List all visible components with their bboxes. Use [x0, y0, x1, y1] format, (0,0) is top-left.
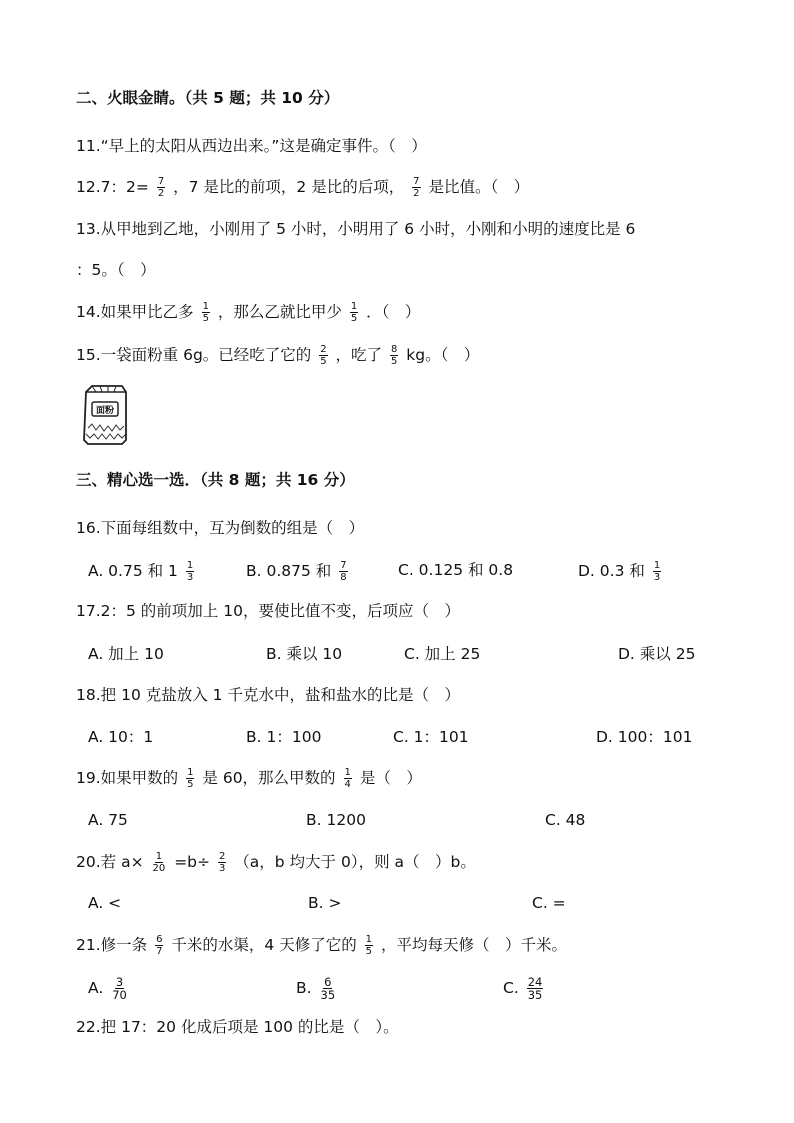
q15-frac1-den: 5: [320, 356, 327, 367]
q14-frac1-num: 1: [202, 301, 209, 312]
q12-suffix: 是比值。（ ）: [428, 178, 530, 196]
q14-fraction-1: [202, 301, 210, 324]
q16-option-d-fraction: [653, 560, 661, 583]
q21-c-den: 35: [527, 988, 543, 1002]
q14-suffix: ．（ ）: [366, 303, 421, 321]
q16-a-den: 3: [186, 572, 194, 583]
q17-option-d[interactable]: D. 乘以 25: [618, 645, 696, 663]
q21-option-c-label: C.: [503, 979, 519, 997]
question-13-line-1: 13.从甲地到乙地，小刚用了 5 小时，小明用了 6 小时，小刚和小明的速度比是 6: [76, 220, 636, 238]
q12-frac1-num: 7: [157, 176, 165, 187]
q12-frac1-den: 2: [157, 188, 165, 199]
q21-option-b[interactable]: [296, 976, 339, 1001]
q20-frac2-num: 2: [218, 851, 226, 862]
q19-frac1-num: 1: [187, 767, 194, 778]
q17-option-a[interactable]: A. 加上 10: [88, 645, 164, 663]
q19-prefix: 19.如果甲数的: [76, 769, 179, 787]
section-3-heading: 三、精心选一选．（共 8 题；共 16 分）: [76, 471, 355, 489]
question-21-stem: [76, 934, 567, 957]
q16-option-a[interactable]: [88, 560, 197, 583]
q14-mid: ，那么乙就比甲少: [217, 303, 342, 321]
q20-frac2-den: 3: [218, 863, 226, 874]
q21-frac2-den: 5: [365, 946, 373, 957]
q16-b-den: 8: [340, 572, 347, 583]
q19-suffix: 是（ ）: [359, 769, 422, 787]
q21-suffix: ，平均每天修（ ）千米。: [380, 936, 567, 954]
q18-option-c[interactable]: C. 1：101: [393, 728, 469, 746]
question-17-stem: 17.2：5 的前项加上 10，要使比值不变，后项应（ ）: [76, 602, 460, 620]
q12-frac2-den: 2: [413, 188, 420, 199]
q21-mid: 千米的水渠，4 天修了它的: [171, 936, 357, 954]
q15-frac1-num: 2: [320, 344, 327, 355]
question-19-stem: [76, 767, 422, 790]
q20-fraction-2: [218, 851, 226, 874]
q12-frac2-num: 7: [413, 176, 420, 187]
q17-option-c[interactable]: C. 加上 25: [404, 645, 481, 663]
q20-suffix: （a，b 均大于 0），则 a（ ）b。: [234, 853, 476, 871]
question-20-stem: [76, 851, 476, 874]
q15-prefix: 15.一袋面粉重 6g。已经吃了它的: [76, 346, 312, 364]
q16-option-d[interactable]: [578, 560, 664, 583]
q12-fraction-2: [412, 176, 420, 199]
q16-a-num: 1: [186, 560, 194, 571]
q16-d-num: 1: [653, 560, 661, 571]
q16-option-b-fraction: [339, 560, 347, 583]
q15-fraction-2: [390, 344, 398, 367]
q17-option-b[interactable]: B. 乘以 10: [266, 645, 343, 663]
q15-frac2-num: 8: [390, 344, 398, 355]
question-18-stem: 18.把 10 克盐放入 1 千克水中，盐和盐水的比是（ ）: [76, 686, 460, 704]
q20-frac1-num: 1: [155, 851, 163, 862]
q20-mid: =b÷: [174, 853, 211, 871]
q21-prefix: 21.修一条: [76, 936, 148, 954]
q21-option-b-label: B.: [296, 979, 312, 997]
q21-frac1-den: 7: [156, 946, 163, 957]
q21-option-a-label: A.: [88, 979, 104, 997]
q21-fraction-2: [365, 934, 373, 957]
q21-option-b-fraction: [320, 976, 337, 1001]
q15-frac2-den: 5: [390, 356, 398, 367]
q18-option-a[interactable]: A. 10：1: [88, 728, 154, 746]
flour-bag-icon: [78, 384, 130, 446]
q16-option-d-text: D. 0.3 和: [578, 562, 645, 580]
q20-frac1-den: 20: [152, 863, 166, 874]
question-13-line-2: ：5。（ ）: [76, 261, 156, 279]
q21-a-den: 70: [112, 988, 127, 1002]
q14-frac2-den: 5: [350, 313, 358, 324]
q21-b-num: 6: [324, 975, 332, 989]
q20-fraction-1: [152, 851, 167, 874]
q14-frac1-den: 5: [202, 313, 209, 324]
q15-suffix: kg。（ ）: [406, 346, 480, 364]
q18-option-d[interactable]: D. 100：101: [596, 728, 693, 746]
q21-a-num: 3: [115, 975, 124, 989]
q20-option-b[interactable]: B. >: [308, 894, 342, 912]
q21-b-den: 35: [320, 988, 336, 1002]
q12-fraction-1: [157, 176, 165, 199]
q12-mid: ，7 是比的前项，2 是比的后项，: [173, 178, 405, 196]
q21-option-a-fraction: [111, 976, 128, 1001]
q18-option-b[interactable]: B. 1：100: [246, 728, 322, 746]
q21-fraction-1: [155, 934, 163, 957]
q21-frac1-num: 6: [156, 934, 163, 945]
flour-bag-label: 面粉: [95, 406, 115, 416]
q19-frac1-den: 5: [187, 779, 194, 790]
q15-mid: ，吃了: [335, 346, 383, 364]
q16-option-a-text: A. 0.75 和 1: [88, 562, 178, 580]
q14-prefix: 14.如果甲比乙多: [76, 303, 194, 321]
q20-option-c[interactable]: C. =: [532, 894, 566, 912]
q19-fraction-2: [344, 767, 352, 790]
q21-option-c[interactable]: [503, 976, 546, 1001]
q21-c-num: 24: [527, 975, 543, 989]
q16-option-b[interactable]: [246, 560, 351, 583]
question-16-stem: 16.下面每组数中，互为倒数的组是（ ）: [76, 519, 365, 537]
question-15: [76, 344, 479, 367]
q19-frac2-num: 1: [344, 767, 351, 778]
q12-prefix: 12.7：2=: [76, 178, 149, 196]
question-11: 11.“早上的太阳从西边出来。”这是确定事件。（ ）: [76, 137, 427, 155]
q16-b-num: 7: [340, 560, 347, 571]
q16-d-den: 3: [653, 572, 661, 583]
q19-mid: 是 60，那么甲数的: [202, 769, 336, 787]
q19-frac2-den: 4: [344, 779, 351, 790]
q21-option-a[interactable]: [88, 976, 131, 1001]
question-12: [76, 176, 529, 199]
q14-fraction-2: [350, 301, 358, 324]
q19-option-c[interactable]: C. 48: [545, 811, 586, 829]
q16-option-b-text: B. 0.875 和: [246, 562, 332, 580]
q20-option-a[interactable]: A. <: [88, 894, 122, 912]
question-22-stem: 22.把 17：20 化成后项是 100 的比是（ ）。: [76, 1018, 399, 1036]
q19-fraction-1: [186, 767, 194, 790]
question-14: [76, 301, 420, 324]
q15-fraction-1: [319, 344, 327, 367]
q19-option-a[interactable]: A. 75: [88, 811, 128, 829]
q19-option-b[interactable]: B. 1200: [306, 811, 366, 829]
q20-prefix: 20.若 a×: [76, 853, 144, 871]
section-2-heading: 二、火眼金睛。（共 5 题；共 10 分）: [76, 89, 340, 107]
q16-option-c[interactable]: C. 0.125 和 0.8: [398, 561, 514, 579]
q14-frac2-num: 1: [350, 301, 358, 312]
q21-option-c-fraction: [527, 976, 544, 1001]
q21-frac2-num: 1: [365, 934, 373, 945]
q16-option-a-fraction: [186, 560, 194, 583]
